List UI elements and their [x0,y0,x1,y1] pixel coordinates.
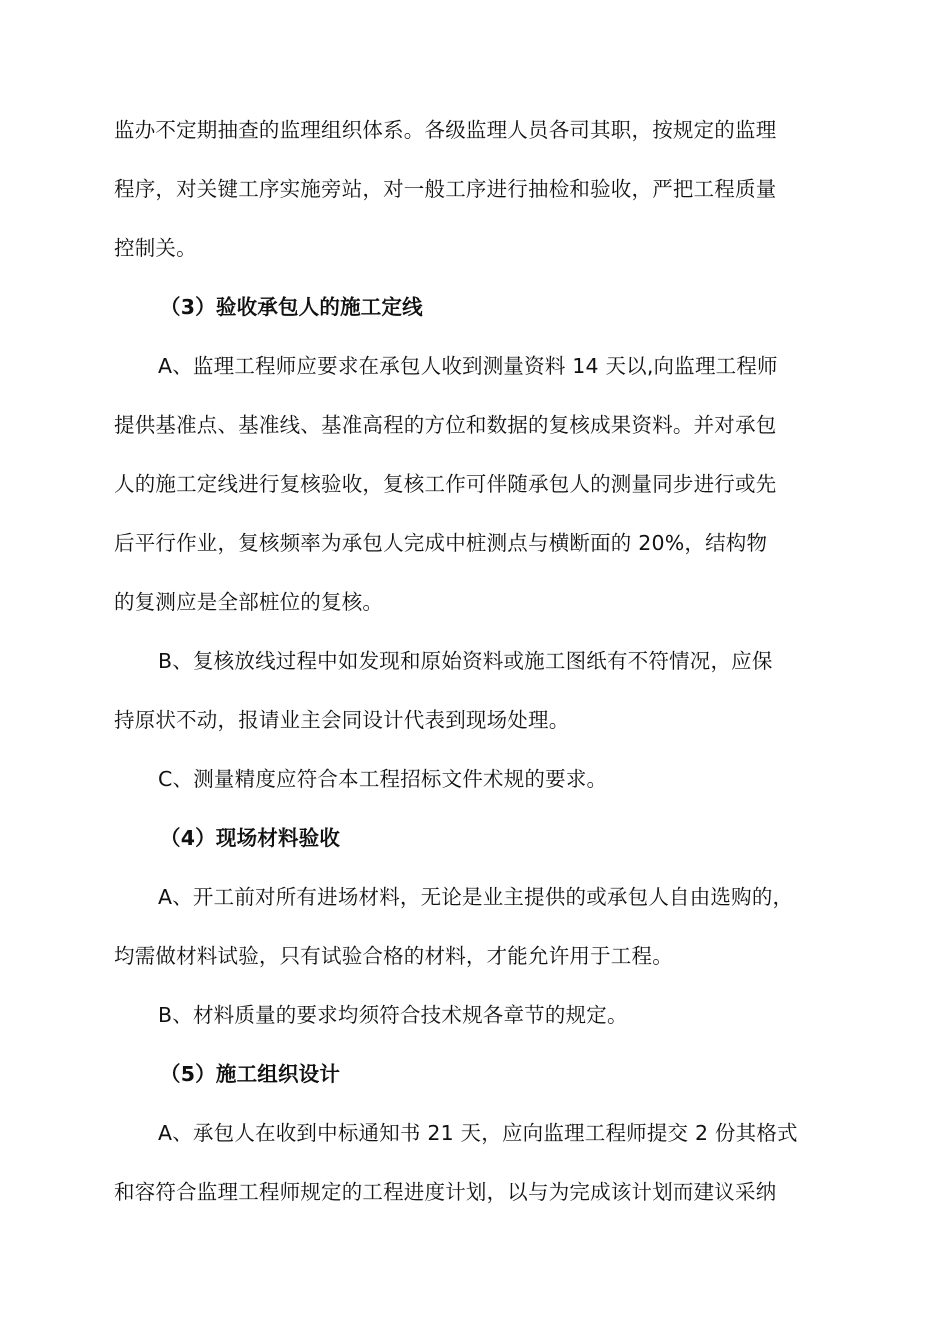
paragraph-line: A、监理工程师应要求在承包人收到测量资料 14 天以,向监理工程师 [158,354,778,378]
section-heading-3: （3）验收承包人的施工定线 [160,295,423,319]
paragraph-line: 后平行作业，复核频率为承包人完成中桩测点与横断面的 20%，结构物 [114,531,768,555]
paragraph-line: 控制关。 [114,236,197,260]
paragraph-line: 和容符合监理工程师规定的工程进度计划，以与为完成该计划而建议采纳 [114,1180,777,1204]
paragraph-line: 提供基准点、基准线、基准高程的方位和数据的复核成果资料。并对承包 [114,413,777,437]
paragraph-line: 均需做材料试验，只有试验合格的材料，才能允许用于工程。 [114,944,673,968]
paragraph-line: C、测量精度应符合本工程招标文件术规的要求。 [158,767,608,791]
section-heading-5: （5）施工组织设计 [160,1062,341,1086]
paragraph-line: 人的施工定线进行复核验收，复核工作可伴随承包人的测量同步进行或先 [114,472,777,496]
paragraph-line: A、承包人在收到中标通知书 21 天，应向监理工程师提交 2 份其格式 [158,1121,798,1145]
paragraph-line: 持原状不动，报请业主会同设计代表到现场处理。 [114,708,570,732]
paragraph-line: 的复测应是全部桩位的复核。 [114,590,384,614]
paragraph-line: 监办不定期抽查的监理组织体系。各级监理人员各司其职，按规定的监理 [114,118,777,142]
paragraph-line: B、材料质量的要求均须符合技术规各章节的规定。 [158,1003,628,1027]
paragraph-line: 程序，对关键工序实施旁站，对一般工序进行抽检和验收，严把工程质量 [114,177,777,201]
section-heading-4: （4）现场材料验收 [160,826,341,850]
paragraph-line: B、复核放线过程中如发现和原始资料或施工图纸有不符情况，应保 [158,649,773,673]
paragraph-line: A、开工前对所有进场材料，无论是业主提供的或承包人自由选购的， [158,885,794,909]
